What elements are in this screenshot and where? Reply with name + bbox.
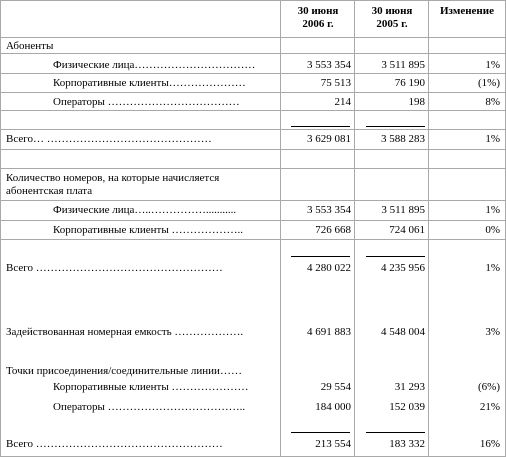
row-value-2006: 3 553 354	[307, 204, 351, 216]
row-value-2006: 29 554	[320, 381, 351, 393]
row-value-2006: 726 668	[315, 224, 351, 236]
row-label: Операторы ………………………………	[53, 96, 240, 108]
section-title-numbers-cont: абонентская плата	[6, 185, 93, 197]
grid-line	[0, 200, 506, 201]
column-header-2005: 30 июня 2005 г.	[371, 5, 413, 30]
total-value-2006: 3 629 081	[307, 133, 351, 145]
grid-line	[428, 0, 429, 457]
grid-line	[0, 239, 506, 240]
column-header-change: Изменение	[440, 5, 494, 17]
row-value-change: (6%)	[478, 381, 500, 393]
row-label: Физические лица……………………………	[53, 59, 256, 71]
row-value-2006: 75 513	[320, 77, 351, 89]
subtotal-rule	[366, 432, 425, 433]
row-label: Корпоративные клиенты…………………	[53, 77, 246, 89]
row-value-2005: 3 511 895	[381, 59, 425, 71]
grid-line	[0, 0, 1, 457]
row-label: Операторы ………………………………..	[53, 401, 246, 413]
subtotal-rule	[291, 256, 350, 257]
grid-line	[0, 92, 506, 93]
total-value-change: 1%	[485, 133, 500, 145]
row-value-2006: 184 000	[315, 401, 351, 413]
total-value-change: 1%	[485, 262, 500, 274]
total-value-2005: 183 332	[389, 438, 425, 450]
row-value-2005: 31 293	[394, 381, 425, 393]
subtotal-rule	[366, 256, 425, 257]
total-value-2005: 4 235 956	[381, 262, 425, 274]
capacity-value-2006: 4 691 883	[307, 326, 351, 338]
row-value-2005: 76 190	[394, 77, 425, 89]
grid-line	[0, 73, 506, 74]
grid-line	[280, 0, 281, 457]
row-label: Физические лица…..……………...........	[53, 204, 237, 216]
capacity-value-change: 3%	[485, 326, 500, 338]
row-value-2005: 724 061	[389, 224, 425, 236]
section-title-numbers: Количество номеров, на которые начисляется	[6, 172, 220, 184]
row-value-2005: 198	[408, 96, 425, 108]
row-label: Корпоративные клиенты ………………..	[53, 224, 244, 236]
row-label: Корпоративные клиенты …………………	[53, 381, 249, 393]
grid-line	[0, 0, 506, 1]
grid-line	[354, 0, 355, 457]
total-value-change: 16%	[479, 438, 500, 450]
row-value-change: 1%	[485, 59, 500, 71]
column-header-2006: 30 июня 2006 г.	[297, 5, 339, 30]
grid-line	[0, 53, 506, 54]
row-value-2005: 3 511 895	[381, 204, 425, 216]
grid-line	[0, 110, 506, 111]
row-value-2006: 214	[334, 96, 351, 108]
total-value-2006: 4 280 022	[307, 262, 351, 274]
section-title-lines: Точки присоединения/соединительные линии……	[6, 365, 242, 377]
row-value-change: 1%	[485, 204, 500, 216]
row-value-change: 0%	[485, 224, 500, 236]
total-label: Всего ……………………………………………	[6, 438, 223, 450]
total-value-2005: 3 588 283	[381, 133, 425, 145]
total-value-2006: 213 554	[315, 438, 351, 450]
row-value-2005: 152 039	[389, 401, 425, 413]
subtotal-rule	[366, 126, 425, 127]
grid-line	[0, 149, 506, 150]
capacity-value-2005: 4 548 004	[381, 326, 425, 338]
total-label: Всего ……………………………………………	[6, 262, 223, 274]
grid-line	[0, 129, 506, 130]
row-value-change: 8%	[485, 96, 500, 108]
subtotal-rule	[291, 126, 350, 127]
grid-line	[0, 168, 506, 169]
capacity-label: Задействованная номерная емкость ……………….	[6, 326, 244, 338]
row-value-change: 21%	[479, 401, 500, 413]
grid-line	[0, 37, 506, 38]
grid-line	[0, 220, 506, 221]
row-value-2006: 3 553 354	[307, 59, 351, 71]
subtotal-rule	[291, 432, 350, 433]
row-value-change: (1%)	[478, 77, 500, 89]
section-title-subscribers: Абоненты	[6, 40, 54, 52]
total-label: Всего… ………………………………………	[6, 133, 212, 145]
